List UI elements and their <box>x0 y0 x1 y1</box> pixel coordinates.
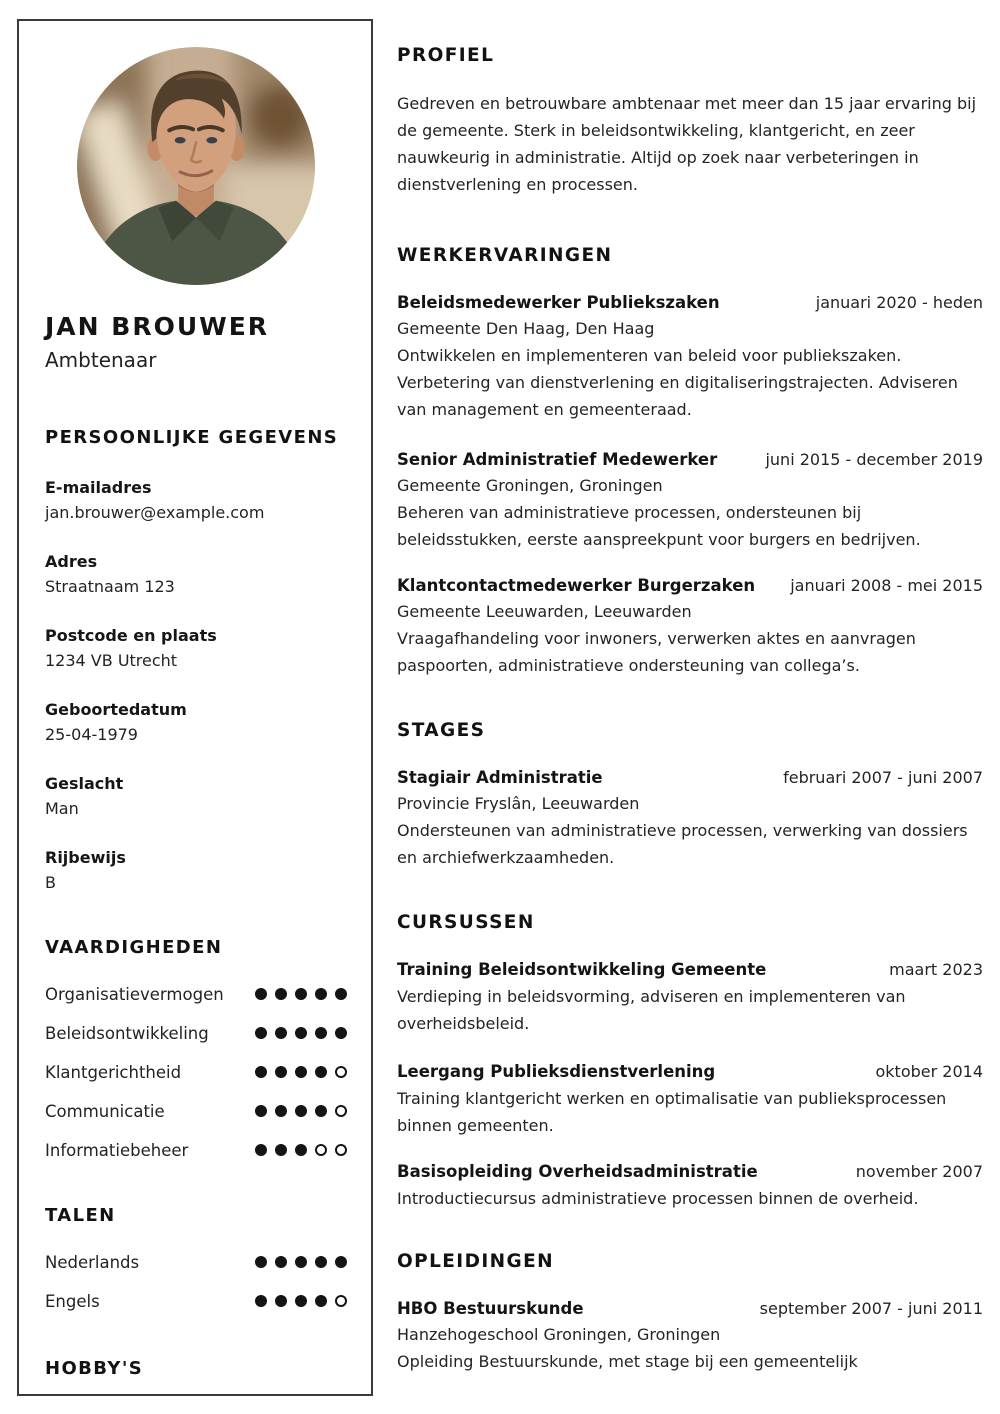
skill-label: Informatiebeheer <box>45 1140 189 1160</box>
rating-dot-empty <box>335 1066 347 1078</box>
entry-header <box>397 957 983 983</box>
rating-dot-filled <box>335 1256 347 1268</box>
language-row <box>45 1250 347 1274</box>
field-birthdate <box>45 698 347 746</box>
rating-dot-filled <box>295 988 307 1000</box>
field-value: 1234 VB Utrecht <box>45 651 178 670</box>
language-rating <box>255 1295 347 1307</box>
rating-dot-filled <box>255 1105 267 1117</box>
course-entry <box>397 957 983 1037</box>
education-title: HBO Bestuurskunde <box>397 1299 584 1318</box>
rating-dot-filled <box>335 1027 347 1039</box>
internships-heading: STAGES <box>397 720 486 741</box>
education-entry <box>397 1296 983 1375</box>
skill-rating <box>255 1105 347 1117</box>
skill-label: Communicatie <box>45 1101 165 1121</box>
rating-dot-filled <box>275 1066 287 1078</box>
skill-row <box>45 982 347 1006</box>
education-description: Opleiding Bestuurskunde, met stage bij een gemeentelijk <box>397 1352 858 1371</box>
job-title: Senior Administratief Medewerker <box>397 450 718 469</box>
entry-header <box>397 1159 983 1185</box>
profile-photo <box>77 47 315 285</box>
rating-dot-filled <box>275 988 287 1000</box>
job-period: januari 2020 - heden <box>815 293 983 312</box>
rating-dot-empty <box>315 1144 327 1156</box>
course-description: Verdieping in beleidsvorming, adviseren en implementeren van overheidsbeleid. <box>397 987 906 1033</box>
rating-dot-filled <box>315 1066 327 1078</box>
skill-row <box>45 1099 347 1123</box>
field-label: E-mailadres <box>45 478 152 497</box>
job-period: januari 2008 - mei 2015 <box>790 576 983 595</box>
rating-dot-filled <box>315 1027 327 1039</box>
internship-period: februari 2007 - juni 2007 <box>783 768 983 787</box>
field-label: Rijbewijs <box>45 848 126 867</box>
skill-rating <box>255 1144 347 1156</box>
sidebar <box>17 19 373 1396</box>
rating-dot-filled <box>275 1105 287 1117</box>
rating-dot-filled <box>255 1066 267 1078</box>
job-organization: Gemeente Den Haag, Den Haag <box>397 319 655 338</box>
rating-dot-filled <box>275 1027 287 1039</box>
rating-dot-filled <box>275 1256 287 1268</box>
job-period: juni 2015 - december 2019 <box>765 450 983 469</box>
job-organization: Gemeente Groningen, Groningen <box>397 476 663 495</box>
skill-label: Beleidsontwikkeling <box>45 1023 209 1043</box>
rating-dot-filled <box>255 1295 267 1307</box>
personal-data-heading: PERSOONLIJKE GEGEVENS <box>45 427 339 448</box>
course-description: Training klantgericht werken en optimalisatie van publieksprocessen binnen gemeenten. <box>397 1089 947 1135</box>
rating-dot-filled <box>255 1256 267 1268</box>
internship-description: Ondersteunen van administratieve processen, verwerking van dossiers en archiefwerkzaamheden. <box>397 821 968 867</box>
skill-label: Organisatievermogen <box>45 984 224 1004</box>
field-postcode-city <box>45 624 347 672</box>
rating-dot-empty <box>335 1105 347 1117</box>
entry-header <box>397 765 983 791</box>
rating-dot-filled <box>295 1295 307 1307</box>
entry-header <box>397 1059 983 1085</box>
course-period: oktober 2014 <box>875 1062 983 1081</box>
job-description: Ontwikkelen en implementeren van beleid voor publiekszaken. Verbetering van dienstverlening en digitaliseringstrajecten. Adviseren van management en gemeenteraad. <box>397 346 958 419</box>
rating-dot-filled <box>315 1256 327 1268</box>
rating-dot-filled <box>295 1027 307 1039</box>
skill-rating <box>255 1066 347 1078</box>
languages-heading: TALEN <box>45 1205 116 1226</box>
experience-entry <box>397 573 983 679</box>
rating-dot-filled <box>255 988 267 1000</box>
rating-dot-filled <box>315 988 327 1000</box>
course-title: Basisopleiding Overheidsadministratie <box>397 1162 758 1181</box>
field-label: Geboortedatum <box>45 700 187 719</box>
field-label: Postcode en plaats <box>45 626 217 645</box>
entry-header <box>397 447 983 473</box>
language-label: Engels <box>45 1291 100 1311</box>
skills-heading: VAARDIGHEDEN <box>45 937 223 958</box>
course-period: maart 2023 <box>889 960 983 979</box>
experience-heading: WERKERVARINGEN <box>397 245 613 266</box>
skill-rating <box>255 988 347 1000</box>
field-drivers-license <box>45 846 347 894</box>
field-value: Man <box>45 799 79 818</box>
person-job-title: Ambtenaar <box>45 348 157 372</box>
field-label: Adres <box>45 552 98 571</box>
job-description: Vraagafhandeling voor inwoners, verwerken aktes en aanvragen paspoorten, administratieve ondersteuning van collega’s. <box>397 629 916 675</box>
field-value: B <box>45 873 56 892</box>
skill-row <box>45 1060 347 1084</box>
entry-header <box>397 290 983 316</box>
profile-text: Gedreven en betrouwbare ambtenaar met meer dan 15 jaar ervaring bij de gemeente. Sterk in beleidsontwikkeling, klantgericht, en zeer nauwkeurig in administratie. Altijd op zoek naar verbeteringen in dienstverlening en processen. <box>397 94 977 194</box>
rating-dot-filled <box>315 1105 327 1117</box>
skill-rating <box>255 1027 347 1039</box>
courses-heading: CURSUSSEN <box>397 912 535 933</box>
course-title: Training Beleidsontwikkeling Gemeente <box>397 960 767 979</box>
rating-dot-filled <box>275 1295 287 1307</box>
course-description: Introductiecursus administratieve processen binnen de overheid. <box>397 1189 919 1208</box>
entry-header <box>397 1296 983 1322</box>
language-label: Nederlands <box>45 1252 140 1272</box>
course-period: november 2007 <box>855 1162 983 1181</box>
experience-entry <box>397 290 983 423</box>
rating-dot-filled <box>335 988 347 1000</box>
experience-entry <box>397 447 983 553</box>
rating-dot-filled <box>295 1105 307 1117</box>
job-title: Klantcontactmedewerker Burgerzaken <box>397 576 756 595</box>
rating-dot-filled <box>275 1144 287 1156</box>
rating-dot-filled <box>255 1027 267 1039</box>
job-organization: Gemeente Leeuwarden, Leeuwarden <box>397 602 692 621</box>
job-title: Beleidsmedewerker Publiekszaken <box>397 293 720 312</box>
main-column <box>397 44 983 1375</box>
education-period: september 2007 - juni 2011 <box>759 1299 983 1318</box>
course-entry <box>397 1159 983 1212</box>
internship-organization: Provincie Fryslân, Leeuwarden <box>397 794 640 813</box>
skill-row <box>45 1021 347 1045</box>
internship-title: Stagiair Administratie <box>397 768 603 787</box>
course-entry <box>397 1059 983 1139</box>
person-name: JAN BROUWER <box>45 312 270 341</box>
field-label: Geslacht <box>45 774 124 793</box>
field-value: jan.brouwer@example.com <box>45 503 265 522</box>
field-address <box>45 550 347 598</box>
course-title: Leergang Publieksdienstverlening <box>397 1062 716 1081</box>
entry-header <box>397 573 983 599</box>
field-gender <box>45 772 347 820</box>
rating-dot-filled <box>295 1144 307 1156</box>
job-description: Beheren van administratieve processen, ondersteunen bij beleidsstukken, eerste aanspreekpunt voor burgers en bedrijven. <box>397 503 921 549</box>
field-value: 25-04-1979 <box>45 725 138 744</box>
education-organization: Hanzehogeschool Groningen, Groningen <box>397 1325 721 1344</box>
rating-dot-filled <box>315 1295 327 1307</box>
field-value: Straatnaam 123 <box>45 577 175 596</box>
rating-dot-empty <box>335 1144 347 1156</box>
hobbies-heading: HOBBY'S <box>45 1358 144 1379</box>
profile-photo-illustration <box>77 47 315 285</box>
profile-heading: PROFIEL <box>397 45 495 66</box>
rating-dot-filled <box>295 1066 307 1078</box>
internship-entry <box>397 765 983 871</box>
rating-dot-filled <box>255 1144 267 1156</box>
language-row <box>45 1289 347 1313</box>
language-rating <box>255 1256 347 1268</box>
skill-row <box>45 1138 347 1162</box>
field-email <box>45 476 347 524</box>
skill-label: Klantgerichtheid <box>45 1062 182 1082</box>
education-heading: OPLEIDINGEN <box>397 1251 555 1272</box>
rating-dot-empty <box>335 1295 347 1307</box>
rating-dot-filled <box>295 1256 307 1268</box>
